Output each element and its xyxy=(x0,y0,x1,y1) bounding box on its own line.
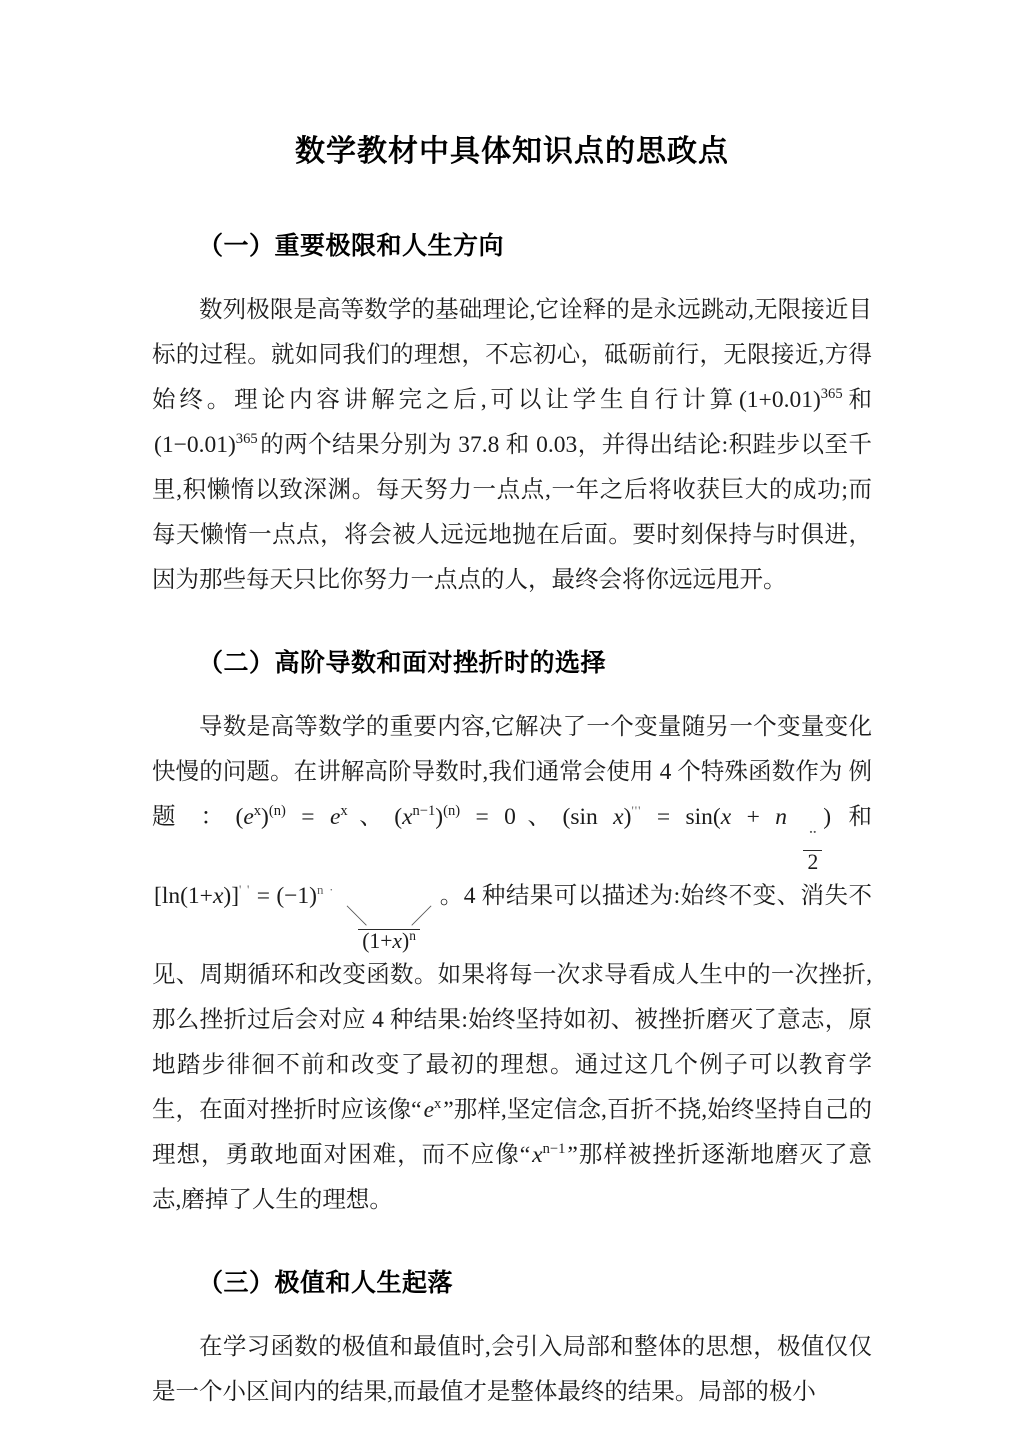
paragraph: 导数是高等数学的重要内容,它解决了一个变量随另一个变量变化快慢的问题。在讲解高阶导数时,我们通常会使用 4 个特殊函数作为 例 题 ：$(e^x)^{(n)} = e^x$、$(x^{n-1})^{(n)} = 0$、(sin x)''' = sin(x + n $\frac{¨}{2}$ ) 和 $[\ln(1+x)]^{' '} = (-1)^{n \cdot}$ $\frac{\backslash /}{(1+x)^n}$ 。4 种结果可以描述为:始终不变、消失不见、周期循环和改变函数。如果将每一次求导看成人生中的一次挫折,那么挫折过后会对应 4 种结果:始终坚持如初、被挫折磨灭了意志，原地踏步徘徊不前和改变了最初的理想。通过这几个例子可以教育学生，在面对挫折时应该像“$e^x$”那样,坚定信念,百折不挠,始终坚持自己的理想，勇敢地面对困难，而不应像“$x^{n-1}$”那样被挫折逐渐地磨灭了意志,磨掉了人生的理想。 xyxy=(152,714,873,1214)
math-formula: $e^x$ xyxy=(423,1096,442,1124)
math-formula: $(e^x)^{(n)} = e^x$ xyxy=(235,803,348,830)
math-formula: $x^{n-1}$ xyxy=(532,1141,566,1169)
math-formula: $(1-0.01)^{365}$ xyxy=(154,431,258,458)
document-title: 数学教材中具体知识点的思政点 xyxy=(295,135,729,168)
section-heading: （一）重要极限和人生方向 xyxy=(198,232,505,260)
paragraph: 数列极限是高等数学的基础理论,它诠释的是永远跳动,无限接近目标的过程。就如同我们的理想，不忘初心，砥砺前行，无限接近,方得始终。理论内容讲解完之后,可以让学生自行计算$(1+0.01)^{365}$和$(1-0.01)^{365}$的两个结果分别为 37.8 和 0.03，并得出结论:积跬步以至千里,积懒惰以致深渊。每天努力一点点,一年之后将收获巨大的成功;而每天懒惰一点点，将会被人远远地抛在后面。要时刻保持与时俱进，因为那些每天只比你努力一点点的人，最终会将你远远甩开。 xyxy=(152,297,873,593)
section-extrema xyxy=(152,1263,872,1415)
section-higher-derivatives xyxy=(152,643,872,1223)
section-heading: （二）高阶导数和面对挫折时的选择 xyxy=(198,649,607,677)
section-heading: （三）极值和人生起落 xyxy=(198,1269,454,1298)
paragraph: 在学习函数的极值和最值时,会引入局部和整体的思想，极值仅仅是一个小区间内的结果,而最值才是整体最终的结果。局部的极小 xyxy=(152,1334,872,1406)
fraction: $\frac{\backslash /}{(1+x)^n}$ xyxy=(345,904,433,954)
fraction: $\frac{¨}{2}$ xyxy=(803,827,822,875)
section-important-limits xyxy=(152,226,872,603)
math-formula: $(1+0.01)^{365}$ xyxy=(738,386,843,413)
math-formula: (sin x)''' = sin(x + n $\frac{¨}{2}$ ) xyxy=(562,803,832,874)
math-formula: $[\ln(1+x)]^{' '} = (-1)^{n \cdot}$ $\frac{\backslash /}{(1+x)^n}$ xyxy=(152,883,439,909)
math-formula: $(x^{n-1})^{(n)} = 0$ xyxy=(394,803,516,830)
